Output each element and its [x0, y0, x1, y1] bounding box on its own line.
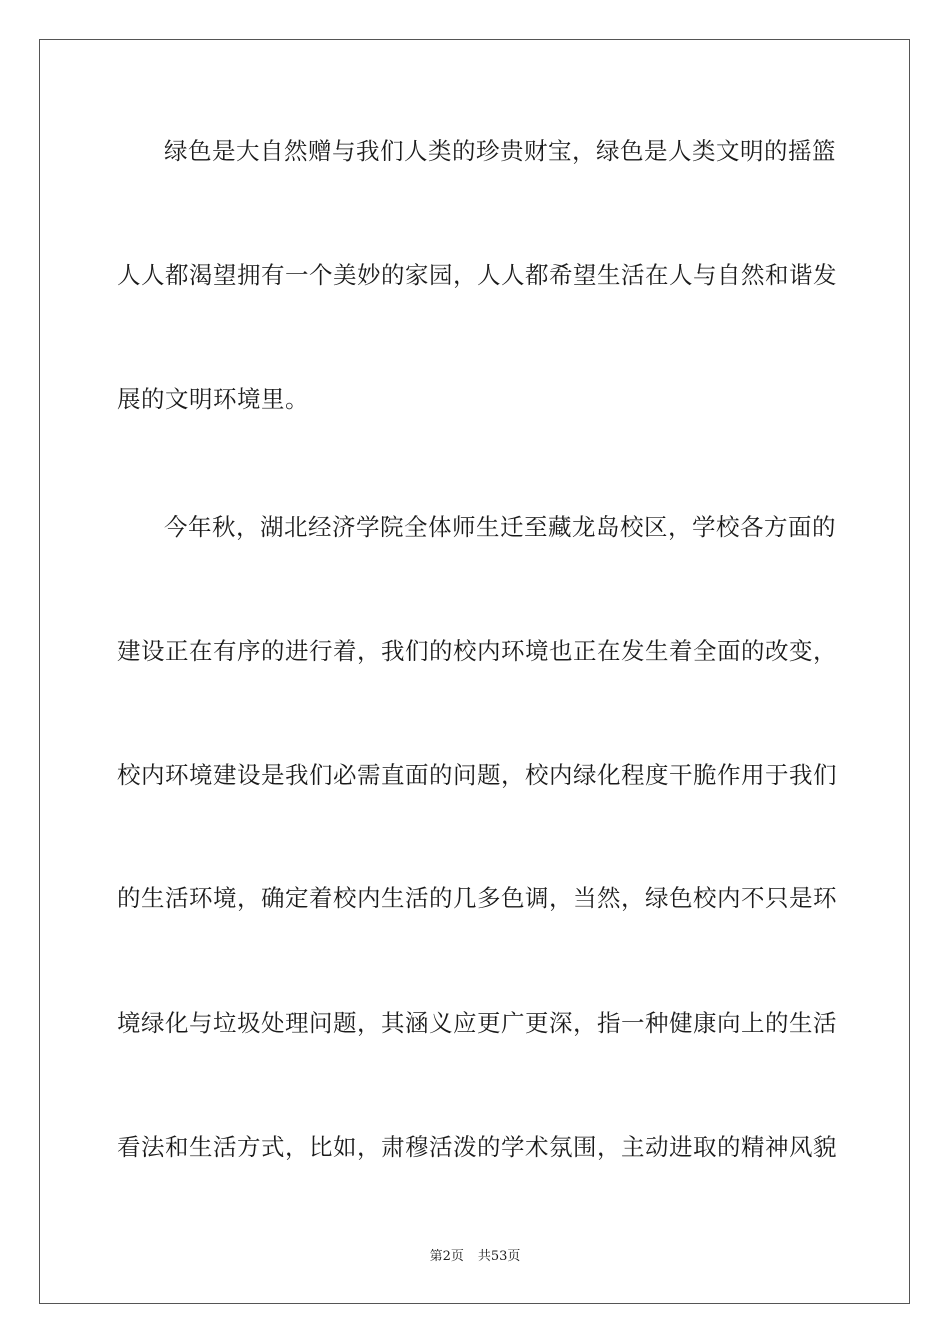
paragraph-1-line-1: 绿色是大自然赠与我们人类的珍贵财宝，绿色是人类文明的摇篮: [164, 137, 836, 165]
paragraph-2-line-1: 今年秋，湖北经济学院全体师生迁至藏龙岛校区，学校各方面的: [164, 513, 836, 541]
paragraph-2-line-4: 的生活环境，确定着校内生活的几多色调，当然，绿色校内不只是环: [117, 884, 837, 912]
page-number: 第2页: [429, 1249, 464, 1264]
page-footer: [0, 1248, 950, 1266]
total-pages: 共53页: [477, 1249, 521, 1264]
paragraph-1-line-2: 人人都渴望拥有一个美妙的家园，人人都希望生活在人与自然和谐发: [117, 261, 837, 289]
paragraph-1-line-3: 展的文明环境里。: [117, 385, 309, 413]
paragraph-2-line-3: 校内环境建设是我们必需直面的问题，校内绿化程度干脆作用于我们: [117, 761, 837, 789]
paragraph-2-line-2: 建设正在有序的进行着，我们的校内环境也正在发生着全面的改变，: [117, 637, 837, 665]
paragraph-2-line-5: 境绿化与垃圾处理问题，其涵义应更广更深，指一种健康向上的生活: [117, 1009, 837, 1037]
paragraph-2-line-6: 看法和生活方式，比如，肃穆活泼的学术氛围，主动进取的精神风貌: [117, 1133, 837, 1161]
page-border: [39, 39, 910, 1304]
